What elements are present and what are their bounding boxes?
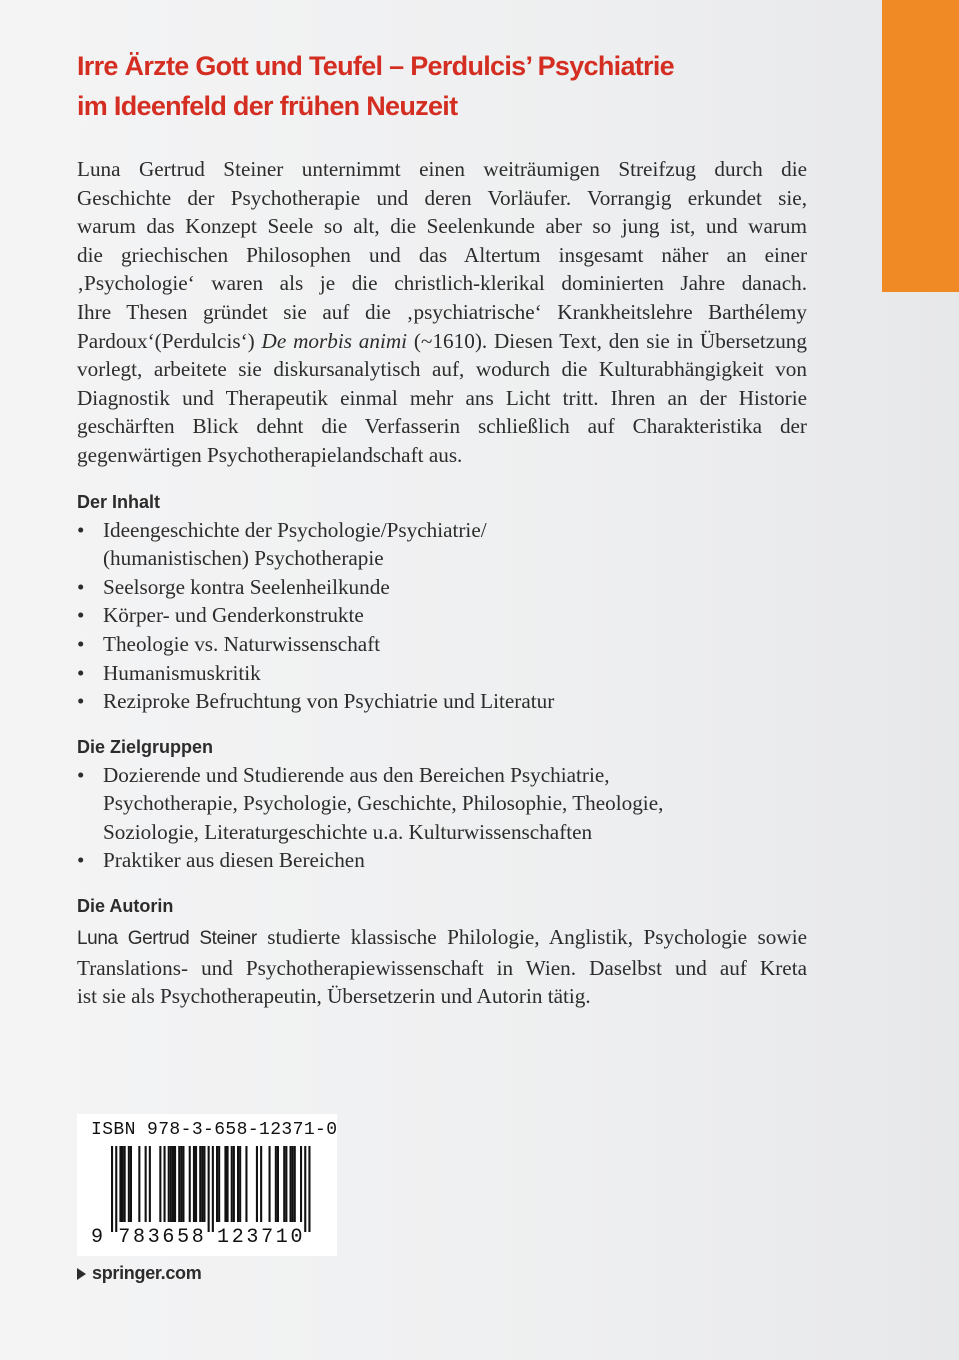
list-item-text: Reziproke Befruchtung von Psychiatrie und Literatur: [103, 689, 555, 714]
ean-digit: 5: [177, 1226, 190, 1249]
intro-line: die griechischen Philosophen und das Altertum insgesamt näher an einer: [77, 242, 807, 267]
ean-digit: 0: [290, 1226, 303, 1249]
intro-line: ‚Psychologie‘ waren als je die christlich-klerikal dominierten Jahre danach.: [77, 271, 807, 296]
barcode-bar: [149, 1146, 151, 1222]
bullet-icon: •: [77, 517, 85, 542]
barcode-bar: [304, 1146, 306, 1232]
barcode-bar: [237, 1146, 239, 1222]
author-name: Luna Gertrud Steiner: [77, 928, 257, 950]
author-line1-rest: studierte klassische Philologie, Anglistik, Psychologie sowie: [256, 925, 807, 950]
barcode-bar: [164, 1146, 166, 1222]
barcode-bar: [231, 1146, 233, 1222]
bullet-icon: •: [77, 848, 85, 873]
ean-digit: 7: [118, 1226, 131, 1249]
isbn-barcode: [77, 1114, 337, 1256]
barcode-bar: [193, 1146, 195, 1222]
intro-line: Diagnostik und Therapeutik einmal mehr ans Licht tritt. Ihren an der Historie: [77, 385, 807, 410]
isbn-label: ISBN 978-3-658-12371-0: [91, 1120, 338, 1140]
ean-digit: 8: [191, 1226, 204, 1249]
barcode-bar: [201, 1146, 203, 1222]
ean-digit: 1: [217, 1226, 230, 1249]
author-paragraph: [77, 923, 807, 1011]
title-line-2: im Ideenfeld der frühen Neuzeit: [77, 91, 458, 121]
bullet-icon: •: [77, 603, 85, 628]
title-line-1: Irre Ärzte Gott und Teufel – Perdulcis’ Psychiatrie: [77, 51, 674, 81]
heading-der-inhalt: Der Inhalt: [77, 491, 161, 512]
intro-line: warum das Konzept Seele so alt, die Seelenkunde aber so jung ist, und warum: [77, 214, 807, 239]
barcode-bar: [260, 1146, 262, 1222]
ean-digit: 7: [261, 1226, 274, 1249]
barcode-bar: [128, 1146, 130, 1222]
author-line: [77, 923, 807, 954]
zielgruppen-list: [77, 761, 807, 875]
barcode-bar: [292, 1146, 294, 1222]
barcode-bar: [218, 1146, 220, 1222]
barcode-bar: [208, 1146, 210, 1232]
list-item-line: Ideengeschichte der Psychologie/Psychiatrie/: [103, 517, 487, 542]
barcode-bar: [159, 1146, 161, 1222]
barcode-bar: [178, 1146, 180, 1222]
intro-italic-title: De morbis animi: [261, 328, 408, 353]
barcode-bar: [212, 1146, 214, 1232]
barcode-bar: [124, 1146, 126, 1222]
barcode-bar: [172, 1146, 174, 1222]
barcode-bar: [189, 1146, 191, 1222]
ean-digit: 3: [147, 1226, 160, 1249]
author-line: Translations- und Psychotherapiewissenschaft in Wien. Daselbst und auf Kreta: [77, 955, 807, 980]
intro-line: Ihre Thesen gründet sie auf die ‚psychiatrische‘ Krankheitslehre Barthélemy: [77, 299, 807, 324]
barcode-bar: [256, 1146, 258, 1222]
publisher-link[interactable]: [77, 1263, 201, 1284]
list-item-text: Humanismuskritik: [103, 660, 261, 685]
bullet-icon: •: [77, 631, 85, 656]
barcode-bar: [283, 1146, 285, 1222]
intro-last-line: gegenwärtigen Psychotherapielandschaft aus.: [77, 442, 463, 467]
heading-die-autorin: Die Autorin: [77, 896, 174, 917]
barcode-bar: [180, 1146, 182, 1222]
barcode-bar: [290, 1146, 292, 1222]
bullet-icon: •: [77, 574, 85, 599]
ean-digit: 3: [246, 1226, 259, 1249]
intro-line7-before: Pardoux‘(Perdulcis‘): [77, 328, 262, 353]
barcode-bar: [115, 1146, 117, 1232]
list-item-line: Psychotherapie, Psychologie, Geschichte, Philosophie, Theologie,: [103, 791, 664, 816]
intro-line: Luna Gertrud Steiner unternimmt einen weiträumigen Streifzug durch die: [77, 157, 807, 181]
list-item: [77, 761, 807, 847]
list-item: [77, 601, 807, 630]
barcode-bar: [224, 1146, 226, 1222]
ean-digit: 9: [91, 1226, 104, 1249]
publisher-site: springer.com: [92, 1263, 202, 1283]
book-title: [77, 46, 807, 126]
barcode-bar: [300, 1146, 302, 1222]
list-item-text: Seelsorge kontra Seelenheilkunde: [103, 574, 390, 599]
list-item: [77, 687, 807, 716]
barcode-bar: [308, 1146, 310, 1232]
ean-digit: 1: [275, 1226, 288, 1249]
author-line: ist sie als Psychotherapeutin, Übersetzerin und Autorin tätig.: [77, 984, 591, 1009]
barcode-bar: [138, 1146, 140, 1222]
barcode-bar: [170, 1146, 172, 1222]
heading-die-zielgruppen: Die Zielgruppen: [77, 736, 214, 757]
ean-digit: 8: [133, 1226, 146, 1249]
intro-line-with-italic: [77, 327, 807, 356]
barcode-bar: [203, 1146, 205, 1222]
list-item-text: Körper- und Genderkonstrukte: [103, 603, 364, 628]
barcode-bar: [119, 1146, 121, 1222]
list-item-line: (humanistischen) Psychotherapie: [103, 546, 384, 571]
barcode-bar: [111, 1146, 113, 1232]
barcode-bar: [245, 1146, 247, 1222]
back-cover-content: [77, 46, 807, 1011]
barcode-bar: [285, 1146, 287, 1222]
list-item-line: Dozierende und Studierende aus den Bereichen Psychiatrie,: [103, 762, 610, 787]
ean-digit: 6: [162, 1226, 175, 1249]
intro-paragraph: [77, 155, 807, 470]
barcode-bar: [199, 1146, 201, 1222]
barcode-bar: [174, 1146, 176, 1222]
barcode-bar: [182, 1146, 184, 1222]
bullet-icon: •: [77, 689, 85, 714]
ean-digit: 2: [231, 1226, 244, 1249]
barcode-bar: [227, 1146, 229, 1222]
barcode-bar: [233, 1146, 235, 1222]
barcode-bar: [168, 1146, 170, 1222]
ean-digits: [77, 1226, 337, 1252]
inhalt-list: [77, 516, 807, 716]
arrow-right-icon: [77, 1268, 86, 1280]
intro-line: vorlegt, arbeitete sie diskursanalytisch auf, wodurch die Kulturabhängigkeit von: [77, 357, 807, 382]
list-item-text: Praktiker aus diesen Bereichen: [103, 848, 365, 873]
barcode-bar: [145, 1146, 147, 1222]
list-item: [77, 630, 807, 659]
list-item: [77, 516, 807, 573]
list-item: [77, 659, 807, 688]
barcode-bar: [130, 1146, 132, 1222]
list-item-line: Soziologie, Literaturgeschichte u.a. Kulturwissenschaften: [103, 819, 593, 844]
barcode-bar: [275, 1146, 277, 1222]
list-item: [77, 573, 807, 602]
list-item: [77, 846, 807, 875]
intro-line7-after: (~1610). Diesen Text, den sie in Übersetzung: [407, 328, 807, 353]
intro-line: Geschichte der Psychotherapie und deren Vorläufer. Vorrangig erkundet sie,: [77, 185, 807, 210]
barcode-bar: [269, 1146, 271, 1222]
barcode-bar: [277, 1146, 279, 1222]
barcode-bar: [122, 1146, 124, 1222]
orange-color-tab: [882, 0, 959, 292]
barcode-bar: [195, 1146, 197, 1222]
list-item-text: Theologie vs. Naturwissenschaft: [103, 631, 381, 656]
barcode-bar: [239, 1146, 241, 1222]
bullet-icon: •: [77, 660, 85, 685]
intro-line: geschärften Blick dehnt die Verfasserin schließlich auf Charakteristika der: [77, 414, 807, 439]
barcode-bar: [294, 1146, 296, 1222]
bullet-icon: •: [77, 762, 85, 787]
barcode-bar: [216, 1146, 218, 1222]
